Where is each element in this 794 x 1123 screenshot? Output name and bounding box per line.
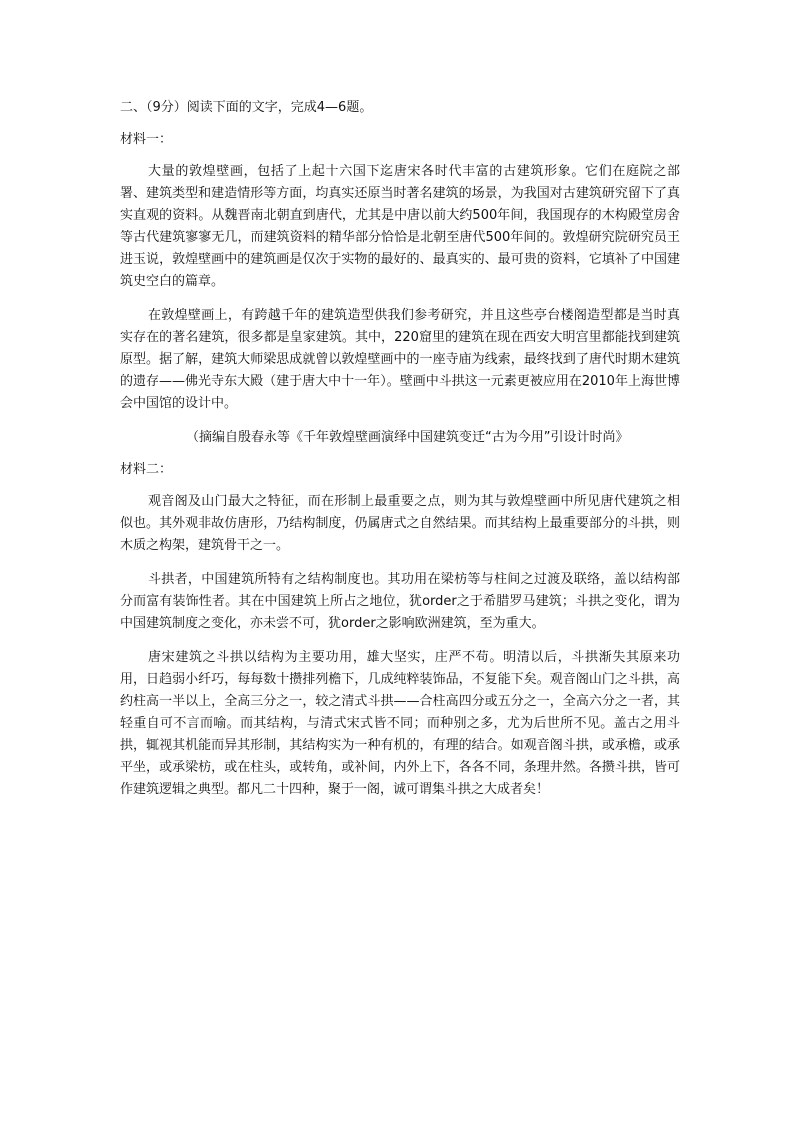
material-one-source: （摘编自殷春永等《千年敦煌壁画演绎中国建筑变迁“古为今用”引设计时尚》 [186, 430, 629, 445]
material-two-paragraph: 斗拱者，中国建筑所特有之结构制度也。其功用在梁枋等与柱间之过渡及联络，盖以结构部分而富有装饰性者。其在中国建筑上所占之地位，犹order之于希腊罗马建筑；斗拱之变化，谓为中国建筑制度之变化，亦未尝不可，犹order之影响欧洲建筑，至为重大。 [120, 572, 680, 631]
material-one-paragraph: 在敦煌壁画上，有跨越千年的建筑造型供我们参考研究，并且这些亭台楼阁造型都是当时真实存在的著名建筑，很多都是皇家建筑。其中，220窟里的建筑在现在西安大明宫里都能找到建筑原型。据了解，建筑大师梁思成就曾以敦煌壁画中的一座寺庙为线索，最终找到了唐代时期木建筑的遗存——佛光寺东大殿（建于唐大中十一年）。壁画中斗拱这一元素更被应用在2010年上海世博会中国馆的设计中。 [120, 308, 680, 411]
material-two-paragraph: 观音阁及山门最大之特征，而在形制上最重要之点，则为其与敦煌壁画中所见唐代建筑之相似也。其外观非故仿唐形，乃结构制度，仍属唐式之自然结果。而其结构上最重要部分的斗拱，则木质之构架，建筑骨干之一。 [120, 494, 680, 553]
question-heading: 二、（9分）阅读下面的文字，完成4—6题。 [120, 100, 373, 115]
material-two-label: 材料二： [120, 462, 173, 477]
document-body [120, 97, 680, 813]
material-one-label: 材料一： [120, 132, 173, 147]
material-one-paragraph: 大量的敦煌壁画，包括了上起十六国下迄唐宋各时代丰富的古建筑形象。它们在庭院之部署、建筑类型和建造情形等方面，均真实还原当时著名建筑的场景，为我国对古建筑研究留下了真实直观的资料。从魏晋南北朝直到唐代，尤其是中唐以前大约500年间，我国现存的木构殿堂房舍等古代建筑寥寥无几，而建筑资料的精华部分恰恰是北朝至唐代500年间的。敦煌研究院研究员王进玉说，敦煌壁画中的建筑画是仅次于实物的最好的、最真实的、最可贵的资料，它填补了中国建筑史空白的篇章。 [120, 164, 680, 289]
material-two-paragraph: 唐宋建筑之斗拱以结构为主要功用，雄大坚实，庄严不苟。明清以后，斗拱渐失其原来功用，日趋弱小纤巧，每每数十攒排列檐下，几成纯粹装饰品，不复能下矣。观音阁山门之斗拱，高约柱高一半以上，全高三分之一，较之清式斗拱——合柱高四分或五分之一，全高六分之一者，其轻重自可不言而喻。而其结构，与清式宋式皆不同；而种别之多，尤为后世所不见。盖古之用斗拱，辄视其机能而异其形制，其结构实为一种有机的，有理的结合。如观音阁斗拱，或承檐，或承平坐，或承梁枋，或在柱头，或转角，或补间，内外上下，各各不同，条理井然。各攒斗拱，皆可作建筑逻辑之典型。都凡二十四种，聚于一阁，诚可谓集斗拱之大成者矣！ [120, 650, 680, 797]
